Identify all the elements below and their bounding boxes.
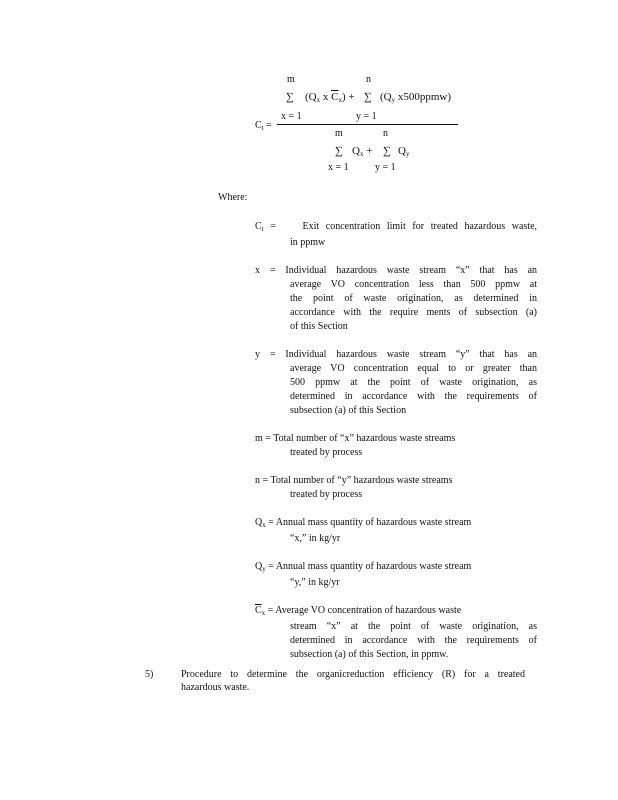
definition-line: n = Total number of “y” hazardous waste streams (255, 475, 453, 486)
definition-qy (255, 560, 537, 590)
definition-line: in ppmw (290, 237, 326, 248)
definition-line: stream “x” at the point of waste origination, as (290, 621, 537, 632)
num-lower-x: x = 1 (281, 111, 302, 122)
definition-line: determined in accordance with the requirements of (290, 635, 537, 646)
formula-lhs: $C_t$ = (255, 120, 272, 132)
fraction-bar (277, 124, 458, 125)
procedure-line: Procedure to determine the organicreduction efficiency (R) for a treated (181, 669, 525, 680)
where-label: Where: (218, 192, 248, 203)
sigma-icon: ∑ (364, 91, 372, 103)
definition-line: average VO concentration equal to or greater than (290, 363, 537, 374)
definition-line: accordance with the require ments of subsection (a) (290, 307, 537, 318)
definition-m (255, 432, 537, 460)
definition-ct (255, 220, 537, 250)
sigma-icon: ∑ (286, 91, 294, 103)
definition-line: subsection (a) of this Section (290, 405, 407, 416)
definition-line: $C_t$ = Exit concentration limit for treated hazardous waste, (255, 221, 538, 233)
num-lower-y: y = 1 (356, 111, 377, 122)
definition-line: “y,” in kg/yr (290, 577, 340, 588)
den-term-1: $Q_x$ + (352, 145, 373, 158)
procedure-item (145, 668, 525, 694)
definition-line: of this Section (290, 321, 348, 332)
definition-line: $Q_x$ = Annual mass quantity of hazardous waste stream (255, 517, 472, 529)
num-upper-m: m (287, 74, 295, 85)
definition-y (255, 348, 537, 418)
num-term-2: ($Q_y$ x500ppmw) (380, 91, 452, 104)
definition-line: “x,” in kg/yr (290, 533, 341, 544)
definition-line: subsection (a) of this Section, in ppmw. (290, 649, 449, 660)
definition-qx (255, 516, 537, 546)
definition-line: m = Total number of “x” hazardous waste streams (255, 433, 456, 444)
definition-line: determined in accordance with the requirements of (290, 391, 537, 402)
definition-line: $\overline{C}_x$ = Average VO concentration of hazardous waste (255, 605, 462, 617)
definition-line: y = Individual hazardous waste stream “y” that has an (255, 349, 538, 360)
num-upper-n: n (366, 74, 371, 85)
definition-n (255, 474, 537, 502)
num-term-1: ($Q_x$ x $\overline{C}_x$) + (305, 91, 355, 104)
definition-line: treated by process (290, 447, 363, 458)
definition-line: the point of waste origination, as determined in (290, 293, 537, 304)
procedure-number: 5) (145, 669, 154, 680)
sigma-icon: ∑ (383, 145, 391, 157)
definition-line: x = Individual hazardous waste stream “x” that has an (255, 265, 538, 276)
den-term-2: $Q_y$ (398, 145, 410, 158)
definition-line: $Q_y$ = Annual mass quantity of hazardous waste stream (255, 561, 472, 573)
den-lower-y: y = 1 (375, 162, 396, 173)
den-upper-n: n (383, 128, 388, 139)
den-lower-x: x = 1 (328, 162, 349, 173)
definition-cx (255, 604, 537, 662)
definition-x (255, 264, 537, 334)
den-upper-m: m (335, 128, 343, 139)
sigma-icon: ∑ (335, 145, 343, 157)
definitions-list (255, 220, 537, 676)
procedure-line: hazardous waste. (181, 682, 250, 693)
definition-line: treated by process (290, 489, 363, 500)
definition-line: 500 ppmw at the point of waste origination, as (290, 377, 537, 388)
definition-line: average VO concentration less than 500 ppmw at (290, 279, 537, 290)
